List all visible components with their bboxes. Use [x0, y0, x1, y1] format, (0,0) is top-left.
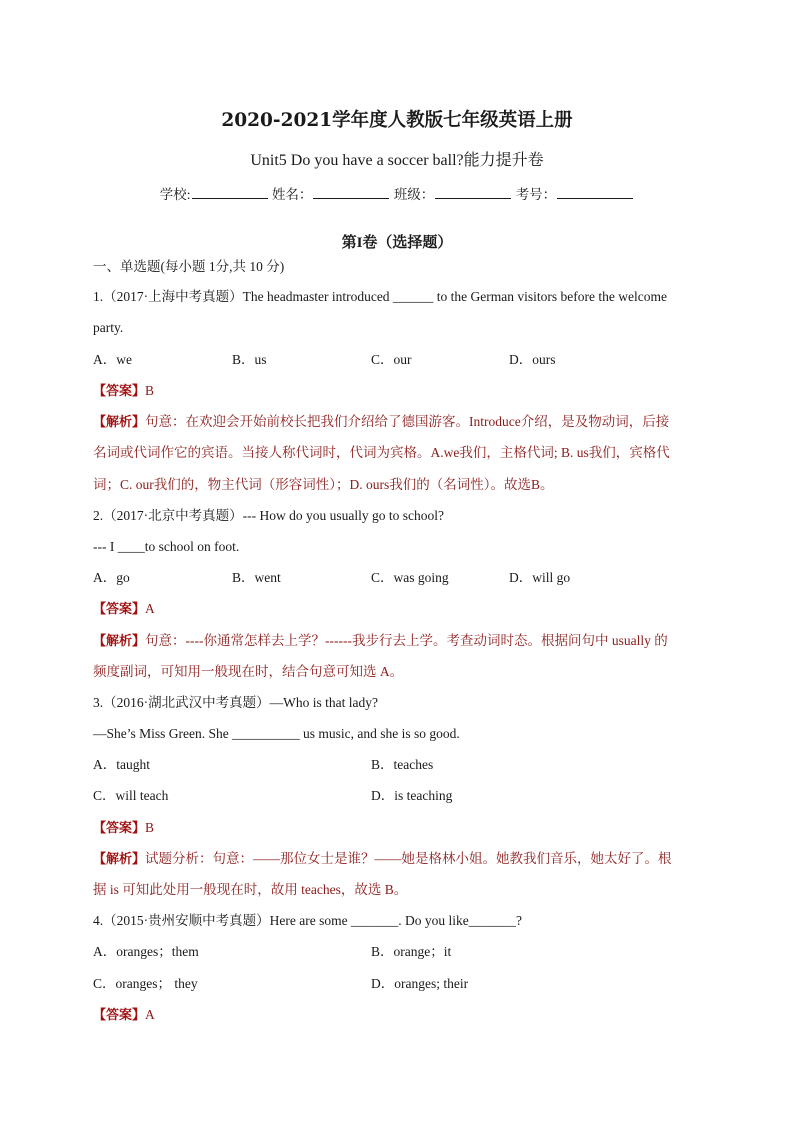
part-title: 一、单选题(每小题 1分,共 10 分) [93, 259, 285, 274]
class-blank [435, 184, 511, 199]
answer-value: A [145, 601, 155, 616]
question-3-analysis-line-1 [93, 849, 672, 870]
question-4-stem-line-1: 4.（2015·贵州安顺中考真题）Here are some _______. Do you like_______? [93, 913, 522, 928]
question-4-option-d: D．oranges; their [371, 976, 469, 991]
analysis-tag: 【解析】 [93, 415, 146, 430]
question-1-option-a: A．we [93, 352, 132, 367]
question-3-option-a: A．taught [93, 757, 150, 772]
question-2-answer [93, 599, 155, 620]
question-1-stem-line-2: party. [93, 320, 124, 335]
section-title: 第I卷（选择题） [341, 235, 453, 251]
analysis-text: 句意：在欢迎会开始前校长把我们介绍给了德国游客。Introduce介绍，是及物动词，后接 [145, 414, 670, 429]
analysis-tag: 【解析】 [93, 634, 146, 649]
question-2-option-b: B．went [232, 570, 281, 585]
question-1-option-d: D．ours [509, 352, 556, 367]
question-2-stem-line-2: --- I ____to school on foot. [93, 539, 240, 554]
question-4-answer [93, 1005, 155, 1026]
question-1-analysis-line-2: 名词或代词作它的宾语。当接人称代词时，代词为宾格。A.we我们，主格代词; B. us我们，宾格代 [93, 445, 670, 460]
document-title: 2020-2021学年度人教版七年级英语上册 [221, 110, 573, 131]
question-2-option-d: D．will go [509, 570, 571, 585]
answer-value: A [145, 1007, 155, 1022]
question-1-answer [93, 381, 154, 402]
question-2-analysis-line-1 [93, 631, 668, 652]
question-1-analysis-line-1 [93, 412, 669, 433]
question-3-option-b: B．teaches [371, 757, 434, 772]
question-1-stem-line-1: 1.（2017·上海中考真题）The headmaster introduced ______ to the German visitors before the welcome [93, 289, 667, 304]
analysis-text: 句意：----你通常怎样去上学？------我步行去上学。考查动词时态。根据问句中 usually 的 [145, 633, 668, 648]
question-2-option-c: C．was going [371, 570, 449, 585]
exam-number-label: 考号： [515, 187, 557, 202]
student-info-fields [0, 183, 794, 203]
question-3-answer [93, 818, 154, 839]
question-4-option-c: C．oranges； they [93, 976, 198, 991]
question-3-analysis-line-2: 据 is 可知此处用一般现在时，故用 teaches，故选 B。 [93, 882, 408, 897]
answer-tag: 【答案】 [93, 1008, 146, 1023]
question-4-option-b: B．orange；it [371, 944, 452, 959]
question-3-stem-line-1: 3.（2016·湖北武汉中考真题）—Who is that lady? [93, 695, 378, 710]
question-2-analysis-line-2: 频度副词，可知用一般现在时，结合句意可知选 A。 [93, 664, 404, 679]
analysis-tag: 【解析】 [93, 852, 146, 867]
answer-value: B [145, 820, 155, 835]
answer-value: B [145, 383, 155, 398]
answer-tag: 【答案】 [93, 602, 146, 617]
exam-number-blank [557, 184, 633, 199]
class-label: 班级： [393, 187, 435, 202]
answer-tag: 【答案】 [93, 384, 146, 399]
answer-tag: 【答案】 [93, 821, 146, 836]
school-label: 学校: [159, 187, 191, 202]
question-4-option-a: A．oranges；them [93, 944, 199, 959]
name-blank [313, 184, 389, 199]
question-3-stem-line-2: —She’s Miss Green. She __________ us music, and she is so good. [93, 726, 460, 741]
question-2-stem-line-1: 2.（2017·北京中考真题）--- How do you usually go to school? [93, 508, 444, 523]
question-3-option-c: C．will teach [93, 788, 169, 803]
question-2-option-a: A．go [93, 570, 130, 585]
question-1-analysis-line-3: 词；C. our我们的，物主代词（形容词性）；D. ours我们的（名词性）。故选B。 [93, 477, 554, 492]
name-label: 姓名： [271, 187, 313, 202]
question-1-option-b: B．us [232, 352, 267, 367]
question-3-option-d: D．is teaching [371, 788, 453, 803]
question-1-option-c: C．our [371, 352, 412, 367]
school-blank [192, 184, 268, 199]
document-subtitle: Unit5 Do you have a soccer ball?能力提升卷 [250, 152, 544, 169]
analysis-text: 试题分析：句意：——那位女士是谁？——她是格林小姐。她教我们音乐，她太好了。根 [145, 851, 672, 866]
